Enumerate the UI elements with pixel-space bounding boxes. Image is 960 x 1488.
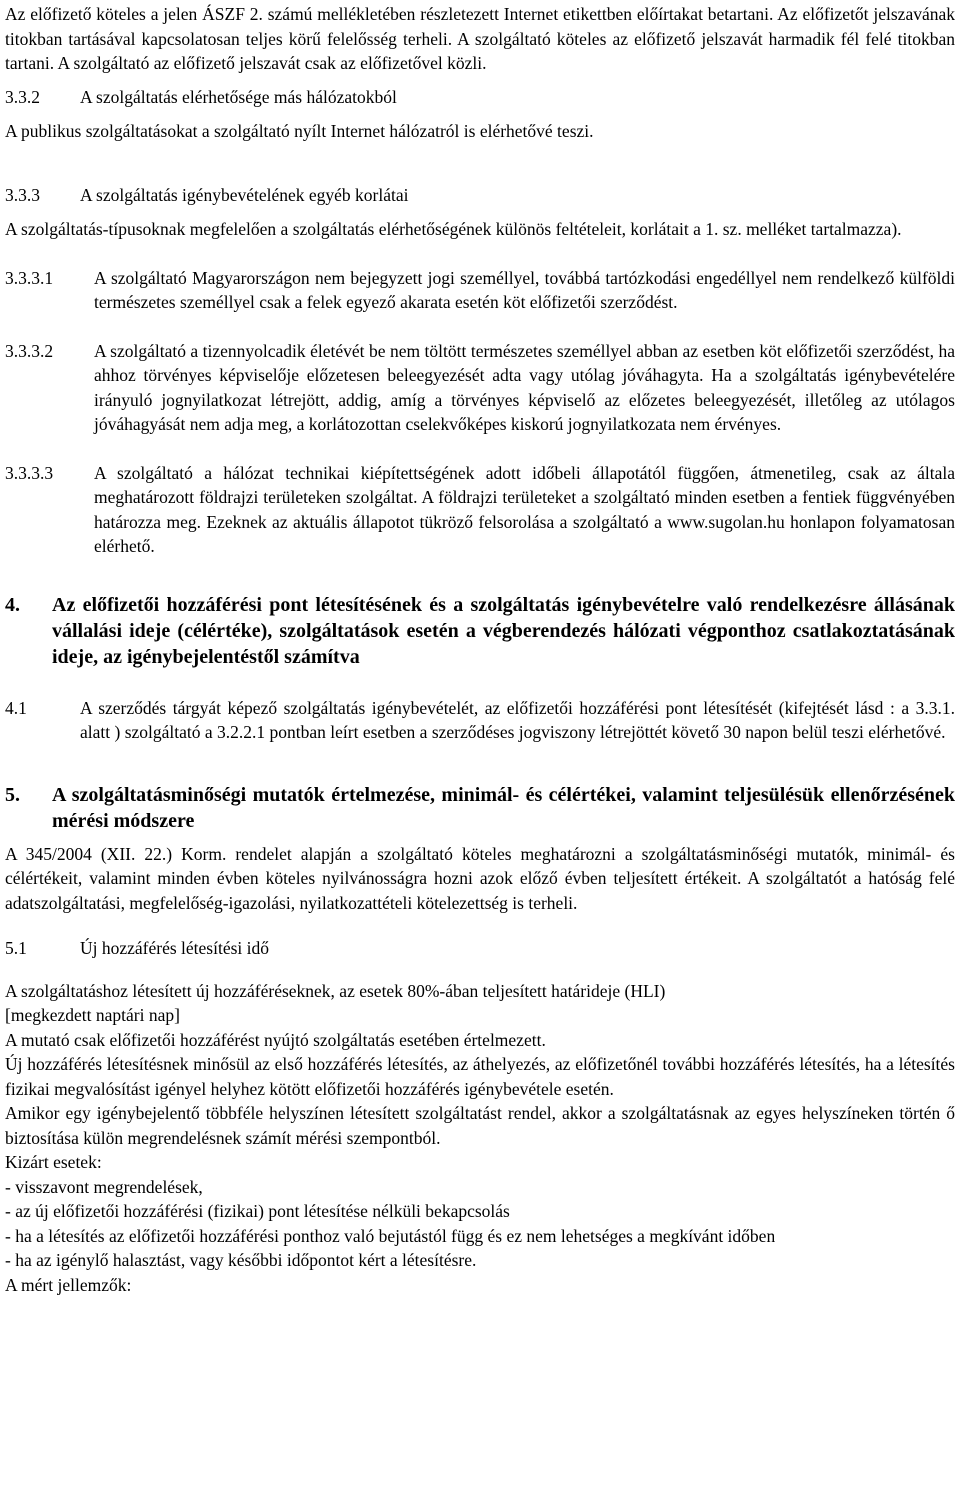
item-text: A szolgáltató Magyarországon nem bejegyzett jogi személlyel, továbbá tartózkodási engedéllyel nem rendelkező külföldi természetes személlyel csak a felek egyező akarata esetén köt előfizetői szerződést. (94, 267, 955, 312)
excluded-cases-label: Kizárt esetek: (5, 1152, 102, 1172)
multi-site-rule: Amikor egy igénybejelentő többféle helyszínen létesített szolgáltatást rendel, akkor a szolgáltatásnak az egyes helyszíneken történ ő biztosítása külön megrendelésnek számít mérési szempontból. (5, 1103, 955, 1148)
excluded-case: - ha a létesítés az előfizetői hozzáférési ponthoz való bejutástól függ és ez nem lehetséges a megkívánt időben (5, 1225, 776, 1246)
document-page (5, 2, 955, 1297)
subsection-3-3-3-heading (5, 183, 955, 208)
subsection-title: Új hozzáférés létesítési idő (80, 938, 270, 958)
text-line: A mutató csak előfizetői hozzáférést nyújtó szolgáltatás esetében értelmezett. (5, 1029, 546, 1050)
item-3-3-3-3 (5, 461, 955, 559)
text-line: A szolgáltatáshoz létesített új hozzáféréseknek, az esetek 80%-ában teljesített határideje (HLI) (5, 980, 666, 1001)
section-4-heading (5, 592, 955, 670)
excluded-case: - ha az igénylő halasztást, vagy későbbi időpontot kért a létesítésre. (5, 1250, 477, 1270)
excluded-case: - visszavont megrendelések, (5, 1176, 203, 1197)
section-5-heading (5, 782, 955, 834)
subsection-title: A szolgáltatás igénybevételének egyéb korlátai (80, 184, 409, 205)
measured-characteristics-label: A mért jellemzők: (5, 1274, 132, 1295)
item-text: A szolgáltató a tizennyolcadik életévét be nem töltött természetes személlyel abban az esetben köt előfizetői szerződést, ha ahhoz törvényes képviselője előzetesen beleegyezését adta vagy utólag jóváhagyta. Ha a szolgáltatás igénybevételére irányuló jognyilatkozat létrejött, addig, amíg a törvényes képviselő az előzetes beleegyezését, illetőleg az utólagos jóváhagyását nem adja meg, a korlátozottan cselekvőképes kiskorú jognyilatkozata nem érvényes. (94, 340, 955, 434)
new-access-definition: Új hozzáférés létesítésnek minősül az első hozzáférés létesítés, az áthelyezés, az előfizetőnél további hozzáférés létesítés, ha a létesítés fizikai megvalósítást igényel helyhez kötött előfizetői hozzáférés igénybevétele esetén. (5, 1054, 955, 1099)
item-number: 3.3.3.1 (5, 267, 54, 288)
item-text: A szolgáltató a hálózat technikai kiépítettségének adott időbeli állapotától függően, átmenetileg, csak az általa meghatározott földrajzi területeken szolgáltat. A földrajzi területeket a szolgáltató minden esetben a fentiek függvényében határozza meg. Ezeknek az aktuális állapotot tükröző felsorolása a szolgáltató a www.sugolan.hu honlapon folyamatosan elérhető. (94, 462, 955, 556)
text-line: [megkezdett naptári nap] (5, 1005, 180, 1025)
subsection-3-3-3-text: A szolgáltatás-típusoknak megfelelően a szolgáltatás elérhetőségének különös feltételeit, korlátait a 1. sz. melléket tartalmazza). (5, 219, 902, 239)
subsection-3-3-2-text: A publikus szolgáltatásokat a szolgáltató nyílt Internet hálózatról is elérhetővé teszi. (5, 121, 594, 141)
item-3-3-3-1 (5, 266, 955, 315)
item-4-1 (5, 696, 955, 745)
item-3-3-3-2 (5, 339, 955, 437)
subsection-5-1-body (5, 979, 955, 1298)
item-number: 4.1 (5, 697, 27, 718)
intro-paragraph: Az előfizető köteles a jelen ÁSZF 2. számú mellékletében részletezett Internet etikettben előírtakat betartani. Az előfizetőt jelszavának titokban tartásával kapcsolatosan teljes körű felelősség terheli. A szolgáltató köteles az előfizető jelszavát harmadik fél felé titokban tartani. A szolgáltató az előfizető jelszavát csak az előfizetővel közli. (5, 4, 955, 73)
subsection-number: 3.3.2 (5, 86, 40, 107)
section-number: 5. (5, 783, 20, 806)
subsection-number: 5.1 (5, 938, 27, 958)
section-title: A szolgáltatásminőségi mutatók értelmezése, minimál- és célértékei, valamint teljesülésük ellenőrzésének mérési módszere (52, 783, 955, 832)
subsection-title: A szolgáltatás elérhetősége más hálózatokból (80, 86, 397, 107)
excluded-case: - az új előfizetői hozzáférési (fizikai) pont létesítése nélküli bekapcsolás (5, 1201, 510, 1221)
section-title: Az előfizetői hozzáférési pont létesítésének és a szolgáltatás igénybevételre való rendelkezésre állásának vállalási ideje (célértéke), szolgáltatások esetén a végberendezés hálózati végponthoz csatlakoztatásának ideje, az igénybejelentéstől számítva (52, 593, 955, 668)
subsection-3-3-2-heading (5, 85, 955, 110)
item-number: 3.3.3.2 (5, 340, 54, 361)
section-number: 4. (5, 593, 20, 616)
item-number: 3.3.3.3 (5, 462, 54, 483)
subsection-number: 3.3.3 (5, 184, 40, 205)
subsection-5-1-heading (5, 936, 955, 961)
section-5-text: A 345/2004 (XII. 22.) Korm. rendelet alapján a szolgáltató köteles meghatározni a szolgáltatásminőségi mutatók, minimál- és célértékeit, valamint minden évben köteles nyilvánosságra hozni azok előző évben teljesített értékeit. A szolgáltatót a hatóság felé adatszolgáltatási, megfelelőség-igazolási, nyilatkozattételi kötelezettség is terheli. (5, 843, 955, 913)
item-text: A szerződés tárgyát képező szolgáltatás igénybevételét, az előfizetői hozzáférési pont létesítését (kifejtését lásd : a 3.3.1. alatt ) szolgáltató a 3.2.2.1 pontban leírt esetben a szerződéses jogviszony létrejöttét követő 30 napon belül teszi elérhetővé. (80, 697, 955, 742)
